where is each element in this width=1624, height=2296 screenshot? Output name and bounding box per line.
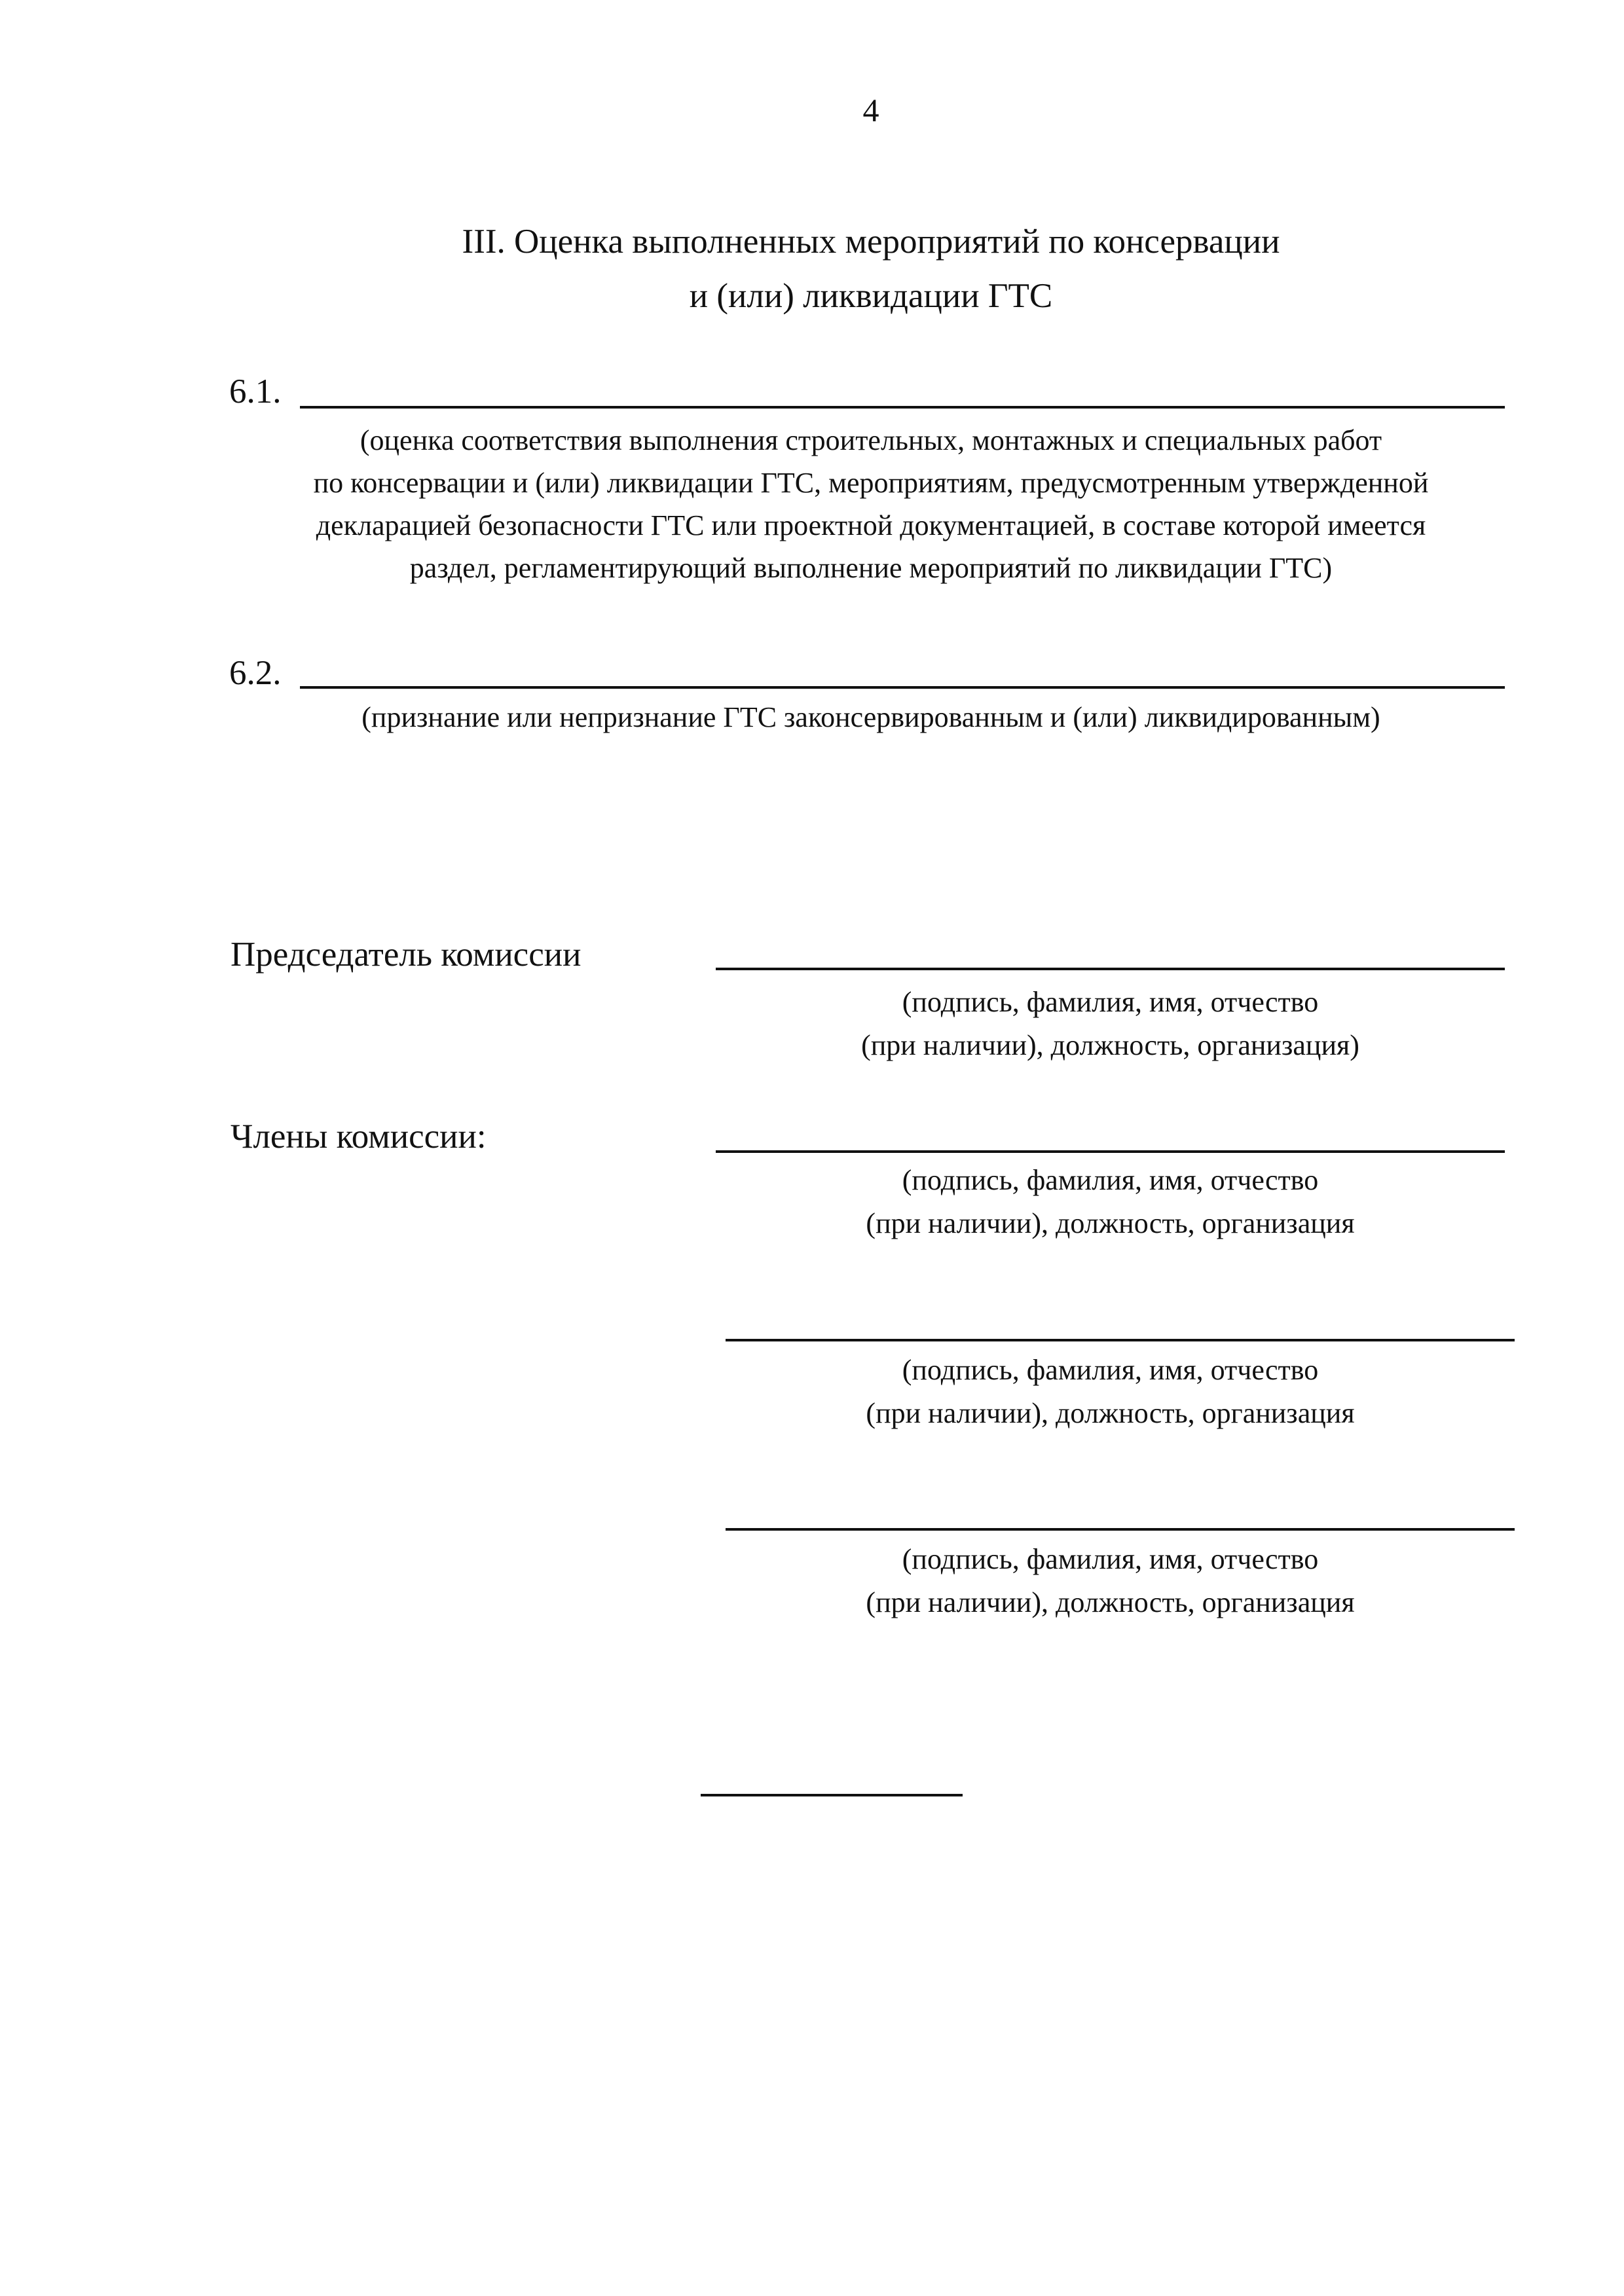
item-number-6-2: 6.2. — [229, 654, 282, 692]
member-1-signature-caption — [716, 1159, 1505, 1245]
member-2-caption-line-2: (при наличии), должность, организация — [866, 1397, 1355, 1429]
item-6-1-note-line-3: декларацией безопасности ГТС или проектной документацией, в составе которой имеется — [316, 509, 1426, 541]
member-3-signature-line[interactable] — [726, 1528, 1515, 1531]
member-3-caption-line-2: (при наличии), должность, организация — [866, 1586, 1355, 1618]
chairman-caption-line-1: (подпись, фамилия, имя, отчество — [902, 986, 1319, 1018]
item-6-1-note-line-1: (оценка соответствия выполнения строительных, монтажных и специальных работ — [360, 424, 1382, 456]
member-2-signature-line[interactable] — [726, 1339, 1515, 1341]
chairman-signature-caption — [716, 981, 1505, 1067]
item-6-1-note-line-4: раздел, регламентирующий выполнение мероприятий по ликвидации ГТС) — [409, 552, 1333, 584]
chairman-caption-line-2: (при наличии), должность, организация) — [861, 1029, 1359, 1061]
member-1-caption-line-2: (при наличии), должность, организация — [866, 1207, 1355, 1239]
item-6-2-note — [164, 696, 1578, 738]
section-title-line-1: III. Оценка выполненных мероприятий по консервации — [462, 223, 1280, 261]
member-2-caption-line-1: (подпись, фамилия, имя, отчество — [902, 1354, 1319, 1386]
page-number: 4 — [862, 92, 879, 128]
member-1-signature-line[interactable] — [716, 1150, 1505, 1153]
chairman-signature-line[interactable] — [716, 968, 1505, 970]
section-title-line-2: и (или) ликвидации ГТС — [689, 277, 1053, 315]
member-3-signature-caption — [716, 1538, 1505, 1624]
chairman-label: Председатель комиссии — [231, 936, 581, 974]
section-heading — [0, 215, 1624, 323]
members-label: Члены комиссии: — [231, 1118, 487, 1156]
member-1-caption-line-1: (подпись, фамилия, имя, отчество — [902, 1164, 1319, 1196]
item-6-1-note-line-2: по консервации и (или) ликвидации ГТС, мероприятиям, предусмотренным утвержденной — [313, 467, 1429, 499]
member-2-signature-caption — [716, 1349, 1505, 1435]
item-6-1-fill-line[interactable] — [300, 406, 1505, 409]
item-6-1-note — [164, 419, 1578, 589]
item-6-2-note-line-1: (признание или непризнание ГТС законсервированным и (или) ликвидированным) — [361, 701, 1380, 733]
member-3-caption-line-1: (подпись, фамилия, имя, отчество — [902, 1543, 1319, 1575]
document-end-rule — [701, 1794, 963, 1796]
item-number-6-1: 6.1. — [229, 373, 282, 410]
item-6-2-fill-line[interactable] — [300, 686, 1505, 689]
